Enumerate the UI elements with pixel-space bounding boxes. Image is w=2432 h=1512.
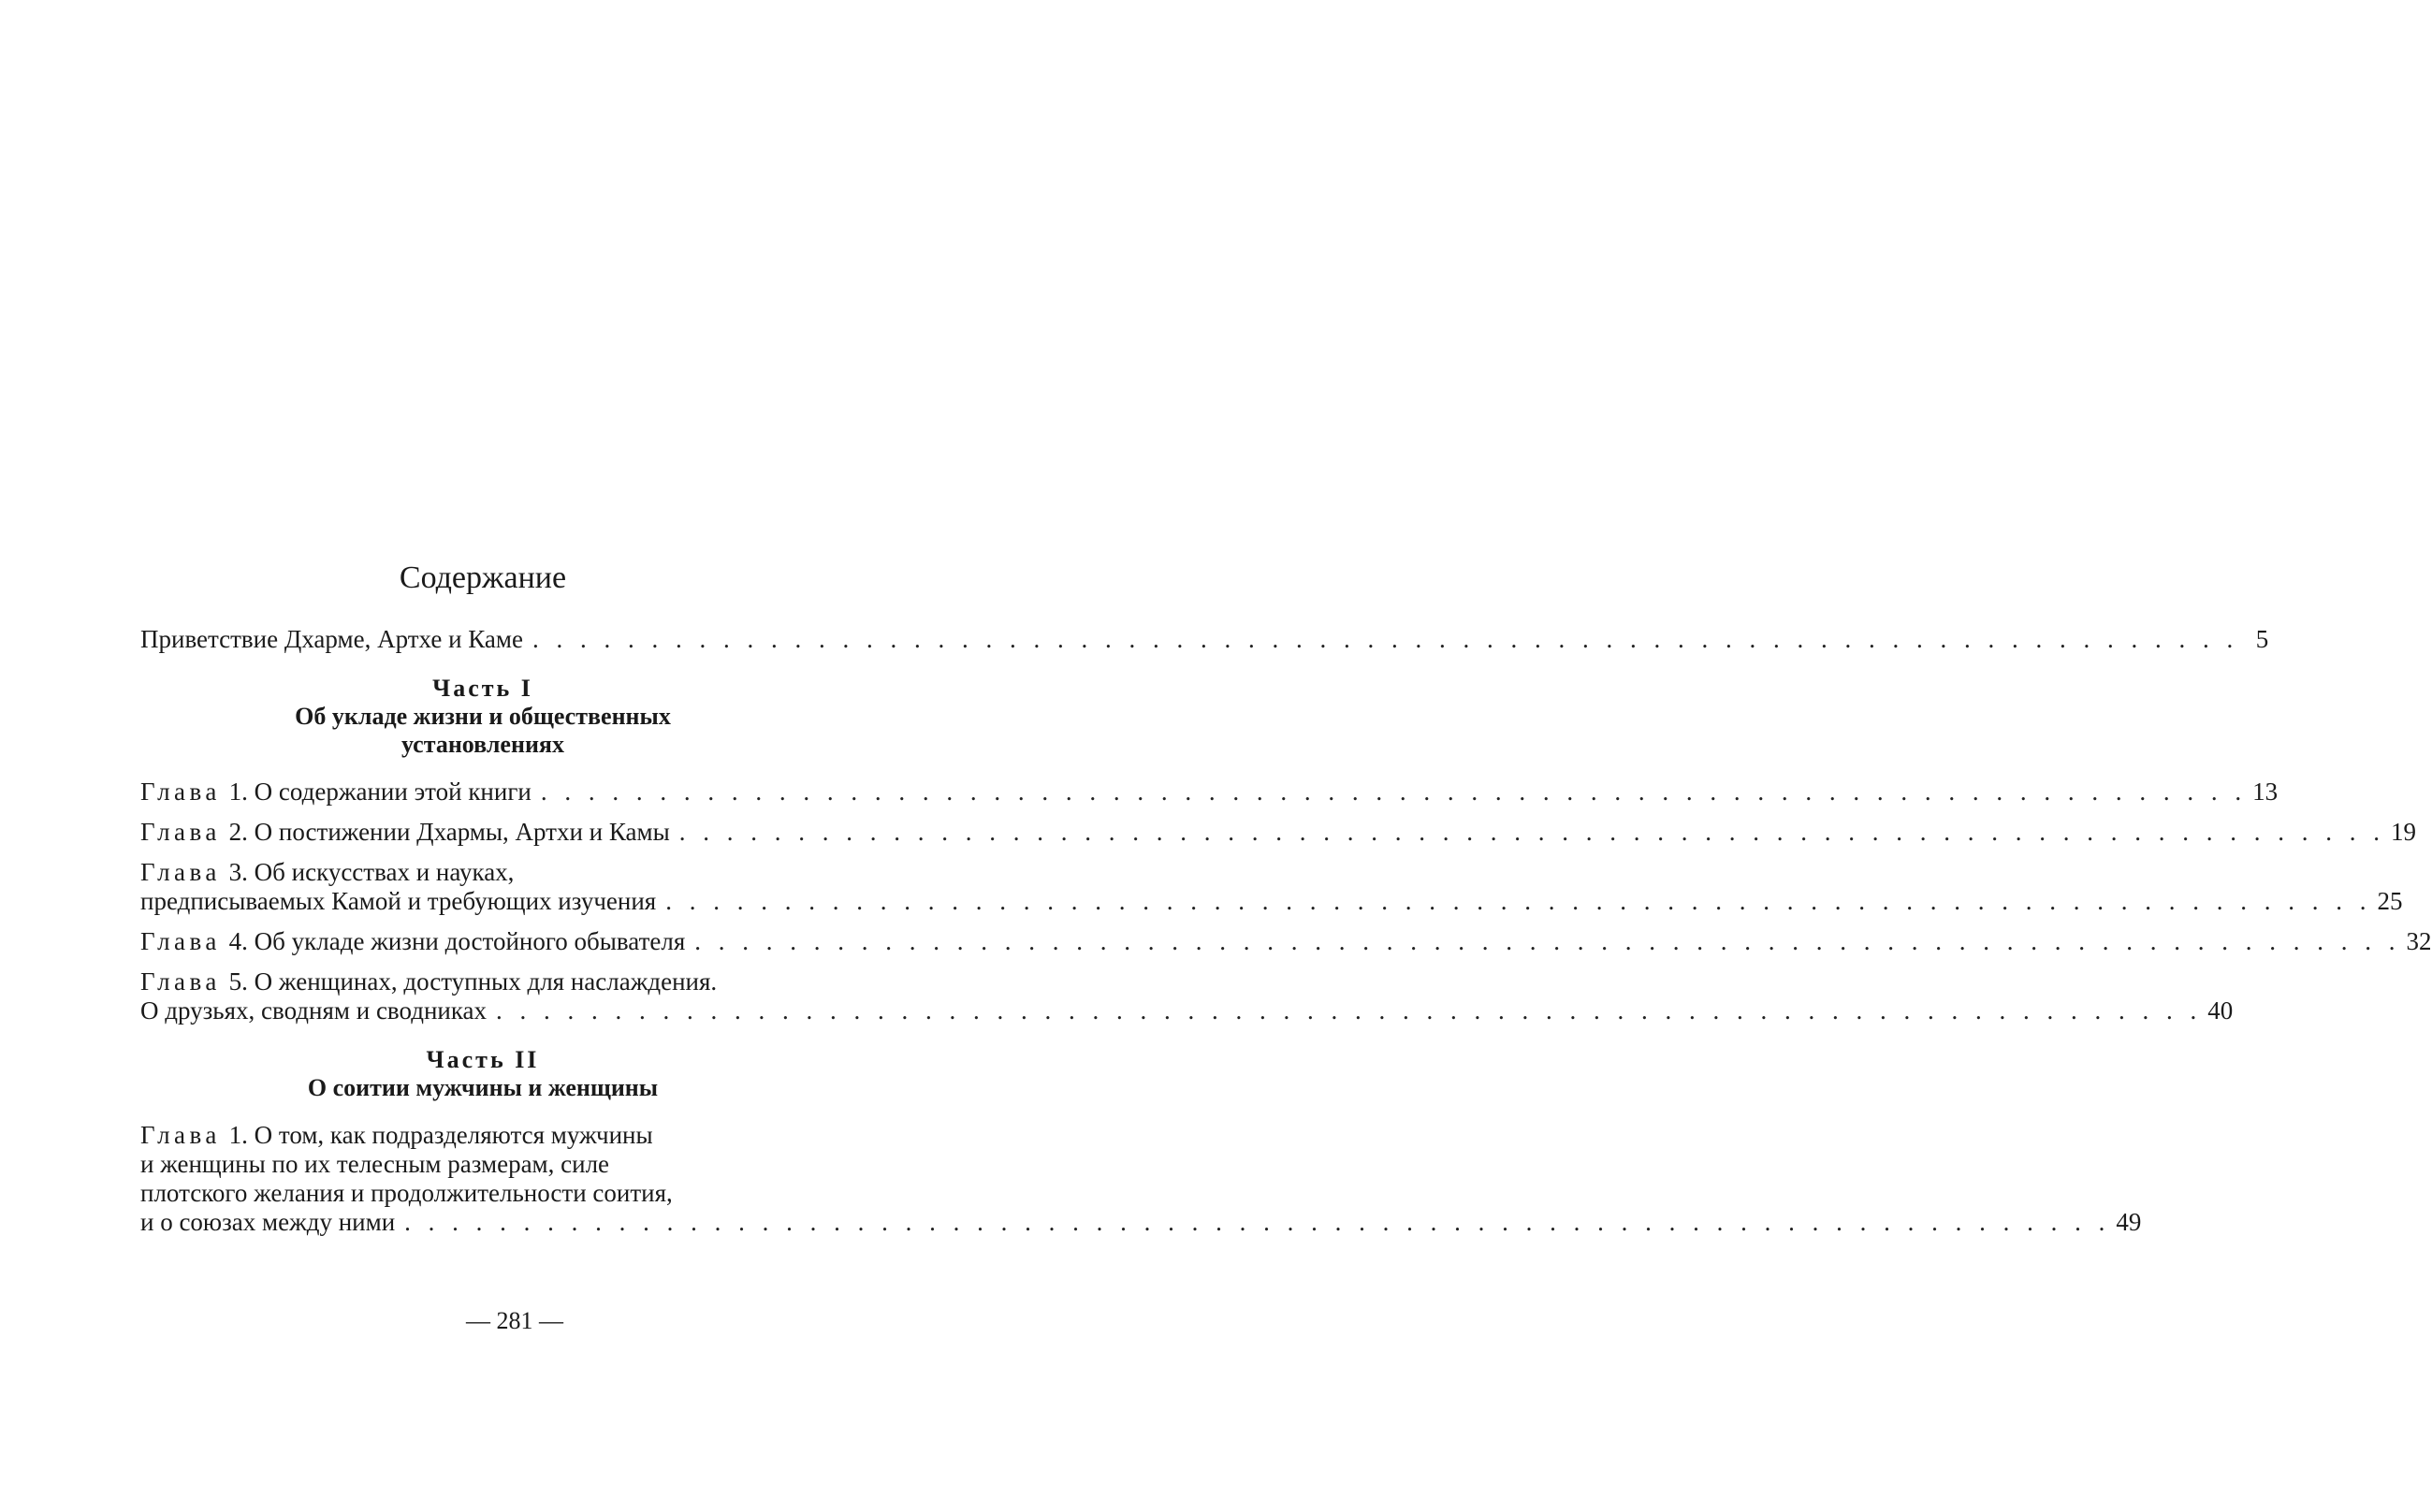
dot-leader: . . . . . . . . . . . . . . . . . . . . . . . . . . . . . . . . . . . . . . . . . . . . . . . . . . . . . . . . . . . . . . . . . . . . . . . . <box>540 778 2248 806</box>
chapter-word: Глава <box>140 858 221 886</box>
dot-leader: . . . . . . . . . . . . . . . . . . . . . . . . . . . . . . . . . . . . . . . . . . . . . . . . . . . . . . . . . . . . . . . . . . . . . . . . <box>665 887 2372 915</box>
toc-entry-line <box>140 887 2403 916</box>
toc-entry-text <box>140 1179 673 1207</box>
dot-leader: . . . . . . . . . . . . . . . . . . . . . . . . . . . . . . . . . . . . . . . . . . . . . . . . . . . . . . . . . . . . . . . . . . . . . . . . <box>694 927 2401 955</box>
chapter-word: Глава <box>140 927 221 955</box>
toc-entry-line <box>140 1208 2142 1237</box>
part-label: Часть II <box>426 1046 540 1073</box>
toc-entry-page: 5 <box>2255 625 2269 653</box>
toc-entry-text <box>140 967 717 996</box>
page-number: — 281 — <box>466 1307 563 1334</box>
toc-entry-text <box>140 927 694 956</box>
chapter-title-line: 5. О женщинах, доступных для наслаждения. <box>228 967 718 996</box>
toc-entry-text <box>140 1121 653 1149</box>
toc-title: Содержание <box>399 560 567 595</box>
chapter-title-line: 1. О содержании этой книги <box>228 778 532 806</box>
toc-entry-text: Приветствие Дхарме, Артхе и Каме <box>140 625 523 653</box>
dot-leader: . . . . . . . . . . . . . . . . . . . . . . . . . . . . . . . . . . . . . . . . . . . . . . . . . . . . . . . . . . . . . . . . . . . . . . . . <box>532 625 2239 653</box>
toc-entry-line <box>140 778 2279 807</box>
toc-entry-line <box>140 858 825 887</box>
chapter-title-line: плотского желания и продолжительности соития, <box>140 1179 673 1207</box>
chapter-title-line: 2. О постижении Дхармы, Артхи и Камы <box>228 818 670 846</box>
dot-leader: . . . . . . . . . . . . . . . . . . . . . . . . . . . . . . . . . . . . . . . . . . . . . . . . . . . . . . . . . . . . . . . . . . . . . . . . <box>496 996 2203 1025</box>
toc-entry-intro <box>140 625 2269 654</box>
toc-entry-page: 19 <box>2390 818 2416 846</box>
toc-entry-chapter <box>140 967 2234 1025</box>
part-heading <box>140 675 825 759</box>
chapter-word: Глава <box>140 967 221 996</box>
toc-entry-line <box>140 927 2432 956</box>
toc-entry-line <box>140 818 2416 847</box>
toc-entry-line <box>140 1121 825 1150</box>
toc-entry-line <box>140 967 825 996</box>
chapter-word: Глава <box>140 778 221 806</box>
chapter-title-line: и о союзах между ними <box>140 1208 396 1236</box>
toc-entry-chapter <box>140 778 2279 807</box>
toc-entry-page: 13 <box>2252 778 2279 806</box>
chapter-title-line: 1. О том, как подразделяются мужчины <box>228 1121 653 1149</box>
chapter-title-line: и женщины по их телесным размерам, силе <box>140 1150 610 1178</box>
toc-entry-page: 32 <box>2406 927 2432 955</box>
chapter-title-line: 3. Об искусствах и науках, <box>228 858 515 886</box>
part-title: О соитии мужчины и женщины <box>307 1074 659 1101</box>
chapter-word: Глава <box>140 818 221 846</box>
toc-entry-line <box>140 1150 825 1179</box>
toc-entry-line <box>140 996 2234 1025</box>
toc-entry-page: 49 <box>2116 1208 2142 1236</box>
toc-entry-text <box>140 1208 404 1237</box>
toc-entry-text <box>140 996 496 1025</box>
toc-entry-chapter <box>140 858 2403 916</box>
part-heading <box>140 1046 825 1102</box>
toc-entry-chapter <box>140 927 2432 956</box>
chapter-title-line: 4. Об укладе жизни достойного обывателя <box>228 927 686 955</box>
toc-entry-chapter <box>140 1121 2142 1237</box>
toc-entry-text <box>140 778 541 807</box>
toc-entry-chapter <box>140 818 2416 847</box>
part-title: Об укладе жизни и общественных <box>295 703 671 730</box>
table-of-contents <box>140 558 2432 1248</box>
toc-entry-text <box>140 887 665 916</box>
toc-entry-page: 40 <box>2207 996 2234 1025</box>
chapter-title-line: О друзьях, сводням и сводниках <box>140 996 488 1025</box>
toc-entry-page: 25 <box>2377 887 2403 915</box>
dot-leader: . . . . . . . . . . . . . . . . . . . . . . . . . . . . . . . . . . . . . . . . . . . . . . . . . . . . . . . . . . . . . . . . . . . . . . . . <box>404 1208 2111 1236</box>
dot-leader: . . . . . . . . . . . . . . . . . . . . . . . . . . . . . . . . . . . . . . . . . . . . . . . . . . . . . . . . . . . . . . . . . . . . . . . . <box>678 818 2385 846</box>
toc-entry-line <box>140 1179 825 1208</box>
toc-entry-text <box>140 858 514 886</box>
chapter-title-line: предписываемых Камой и требующих изучения <box>140 887 657 915</box>
toc-parts <box>140 675 2432 1237</box>
part-label: Часть I <box>432 675 533 702</box>
toc-entry-text <box>140 1150 609 1178</box>
part-title: установлениях <box>400 731 564 758</box>
chapter-word: Глава <box>140 1121 221 1149</box>
toc-entry-text <box>140 818 679 847</box>
